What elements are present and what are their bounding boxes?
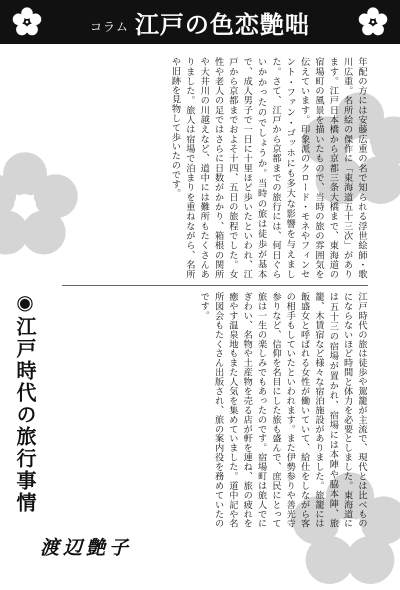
plum-blossom-icon (356, 5, 390, 39)
column-header (0, 0, 400, 54)
article-paragraph: 年配の方には安藤広重の名で知られる浮世絵師・歌川広重。名所絵の傑作に「東海道五十三次」があります。江戸日本橋から京都三条大橋まで、東海道の宿場町の風景を描いたもので、当時の旅の雰囲気を伝えています。印象派のクロード・モネやフィンセント・ファン・ゴッホにも多大な影響を与えました。さて、江戸から京都までの旅行には、何日ぐらいかかったのでしょうか。当時の旅は徒歩が基本で、成人男子で一日に十里ほど歩いたといわれ、江戸から京都までおよそ十四、五日の旅程でした。女性や老人の足ではさらに日数がかかり、箱根の関所や大井川の川越えなど、道中には難所もたくさんありました。旅人は宿場で泊まりを重ねながら、名所や旧跡を見物して歩いたのです。 (169, 57, 367, 279)
section-headline (6, 290, 40, 522)
section-divider (62, 285, 368, 286)
article-lower-text (62, 292, 368, 528)
article-upper-text (26, 57, 368, 279)
author-signature (40, 531, 280, 561)
bullet-circle-icon: ◉ (13, 290, 37, 316)
series-title: 江戸の色恋艶咄 (134, 9, 310, 39)
column-label: コラム (90, 19, 129, 34)
author-name: 渡辺艶子 (40, 536, 133, 559)
headline-text: 江戸時代の旅行事情 (13, 316, 37, 514)
article-paragraph: 江戸時代の旅は徒歩や駕籠が主流で、現代とは比べものにならないほど時間と体力を必要としました。東海道には五十三の宿場が置かれ、宿場には本陣や脇本陣、旅籠、木賃宿など様々な宿泊施設がありました。旅籠には飯盛女と呼ばれる女性が働いていて、給仕をしながら客の相手もしていたといわれます。また伊勢参りや善光寺参りなど、信仰を名目にした旅も盛んで、庶民にとって旅は一生の楽しみでもあったのです。宿場町は旅人でにぎわい、名物や土産物を売る店が軒を連ね、旅の疲れを癒やす温泉地もまた人気を集めていました。道中記や名所図会もたくさん出版され、旅の案内役を務めていたのです。 (198, 292, 367, 528)
plum-blossom-icon (10, 5, 44, 39)
header-title (54, 2, 346, 42)
